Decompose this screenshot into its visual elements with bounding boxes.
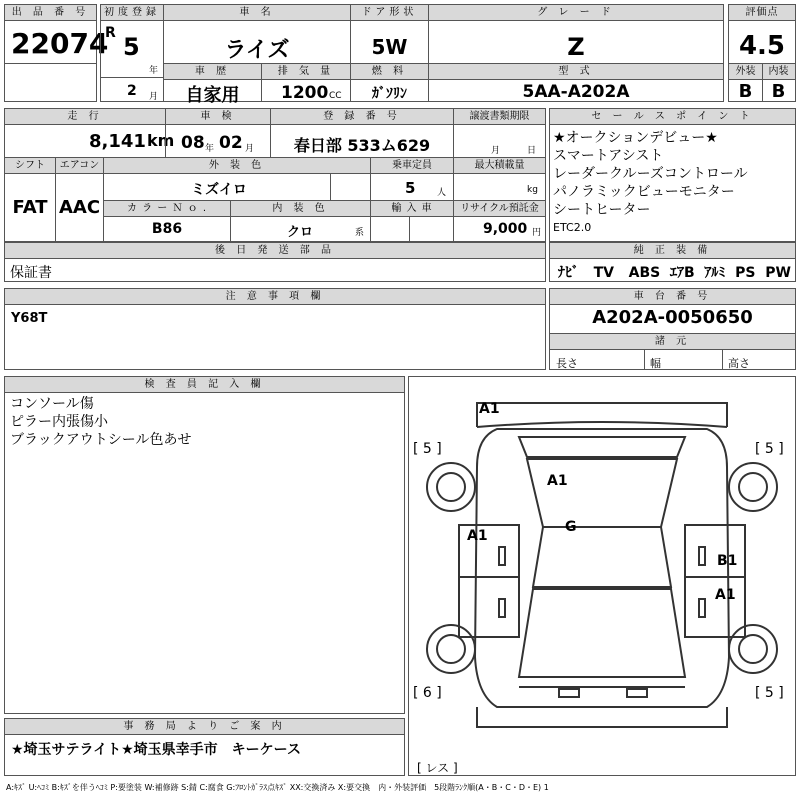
plate: 春日部 533ム629 <box>293 136 431 155</box>
score: 4.5 <box>738 31 786 61</box>
capacity-label: 乗車定員 <box>371 158 453 174</box>
color-no-label: カ ラ ー Ｎ ｏ . <box>104 201 230 217</box>
plate-label: 登 録 番 号 <box>271 109 453 125</box>
inspection-label: 車 検 <box>166 109 270 125</box>
notes-text: Y68T <box>11 311 48 326</box>
ac-label: エアコン <box>56 158 103 174</box>
specs-label: 諸 元 <box>550 334 795 350</box>
color-no: B86 <box>151 221 183 237</box>
km-unit: km <box>147 131 175 150</box>
sales-point-item: スマートアシスト <box>553 148 664 164</box>
inspection-month-unit: 月 <box>245 144 255 154</box>
tire-depth-front-right: [ 5 ] <box>755 441 784 457</box>
equipment-box <box>549 242 796 282</box>
sales-point-item: レーダークルーズコントロール <box>553 166 748 182</box>
sales-point-item: ETC2.0 <box>553 221 592 234</box>
color-label: 外 装 色 <box>104 158 370 174</box>
grade: Z <box>567 33 585 61</box>
mileage-label: 走 行 <box>5 109 165 125</box>
displacement: 1200 <box>281 83 329 103</box>
recycle-label: リサイクル預託金 <box>454 201 545 217</box>
shift-label: シフト <box>5 158 55 174</box>
sales-point-item: パノラミックビューモニター <box>553 184 735 200</box>
office-label: 事 務 局 よ り ご 案 内 <box>5 719 404 735</box>
fuel: ｶﾞｿﾘﾝ <box>372 86 407 102</box>
inspector-line: ピラー内張傷小 <box>10 414 108 430</box>
details-box <box>4 108 546 242</box>
car-name: ライズ <box>224 38 290 63</box>
legend: A:ｷｽﾞ U:ﾍｺﾐ B:ｷｽﾞを伴うﾍｺﾐ P:要塗装 W:補修跡 S:錆 C:腐食 G:ﾌﾛﾝﾄｶﾞﾗｽ点ｷｽﾞ XX:交換済み X:要交換 内・外装評価 5段階ﾗﾝｸ順(A・B・C・D・E) 1 <box>6 783 549 792</box>
year-unit: 年 <box>149 66 159 76</box>
lot-box <box>4 4 109 102</box>
car-diagram <box>409 377 795 775</box>
import-label: 輸 入 車 <box>371 201 453 217</box>
damage-mark: G <box>565 519 577 535</box>
transfer-month: 月 <box>491 146 501 156</box>
equipment-item: ｱﾙﾐ <box>704 265 726 281</box>
later-parts-text: 保証書 <box>10 265 52 281</box>
displacement-label: 排 気 量 <box>262 64 350 80</box>
later-parts-box <box>4 242 546 282</box>
inspector-line: ブラックアウトシール色あせ <box>10 432 192 448</box>
inspector-line: コンソール傷 <box>10 396 94 412</box>
load-unit: kg <box>527 185 538 195</box>
tire-depth-rear-right: [ 5 ] <box>755 685 784 701</box>
damage-mark: B1 <box>717 553 738 569</box>
spare-tire: [ レス ] <box>417 761 458 775</box>
inspector-box <box>4 376 405 714</box>
inspector-label: 検 査 員 記 入 欄 <box>5 377 404 393</box>
chassis-number: A202A-0050650 <box>592 307 753 328</box>
damage-mark: A1 <box>547 473 568 489</box>
lot-number: 22074 <box>11 27 109 60</box>
exterior-label: 外装 <box>729 64 762 80</box>
transfer-day: 日 <box>527 146 537 156</box>
mileage: 8,141 <box>89 131 146 152</box>
height-label: 高さ <box>728 357 750 370</box>
color: ミズイロ <box>191 182 247 198</box>
equipment-list <box>558 262 791 282</box>
score-box <box>728 4 796 102</box>
damage-mark: A1 <box>479 401 500 417</box>
equipment-item: ABS <box>628 265 661 281</box>
cc-unit: CC <box>329 91 342 101</box>
length-label: 長さ <box>556 357 578 370</box>
ac: AAC <box>58 197 101 218</box>
main-header-box <box>100 4 724 106</box>
car-name-label: 車 名 <box>164 5 350 21</box>
sales-points-box <box>549 108 796 242</box>
model: 5AA-A202A <box>522 82 630 102</box>
damage-mark: A1 <box>715 587 736 603</box>
lot-label: 出 品 番 号 <box>5 5 96 21</box>
sales-point-item: ★オークションデビュー★ <box>553 130 718 146</box>
grade-label: グ レ ー ド <box>429 5 723 21</box>
office-box <box>4 718 405 776</box>
equipment-item: ﾅﾋﾞ <box>558 265 579 281</box>
fuel-label: 燃 料 <box>351 64 428 80</box>
reg-year: 5 <box>123 33 140 61</box>
door: 5W <box>371 35 408 59</box>
interior-label: 内装 <box>762 64 795 80</box>
recycle: 9,000 <box>483 221 528 237</box>
inspection-month: 02 <box>219 133 243 153</box>
capacity: 5 <box>405 179 416 197</box>
width-label: 幅 <box>650 357 661 370</box>
equipment-item: ｴｱB <box>669 265 695 281</box>
inspection-year-unit: 年 <box>205 144 215 154</box>
tire-depth-rear-left: [ 6 ] <box>413 685 442 701</box>
sales-points-label: セ ー ル ス ポ イ ン ト <box>550 109 795 125</box>
shift: FAT <box>12 197 48 218</box>
transfer-label: 譲渡書類期限 <box>454 109 545 125</box>
door-label: ドア形状 <box>351 5 428 21</box>
yen-unit: 円 <box>532 228 542 238</box>
score-label: 評価点 <box>729 5 795 21</box>
interior-grade: B <box>771 81 786 102</box>
person-unit: 人 <box>437 188 447 198</box>
history: 自家用 <box>185 85 240 106</box>
equipment-item: PW <box>765 265 791 281</box>
first-reg-label: 初度登録 <box>101 5 163 21</box>
chassis-label: 車 台 番 号 <box>550 289 795 305</box>
sales-point-item: シートヒーター <box>553 202 651 218</box>
notes-box <box>4 288 546 370</box>
inspector-comments <box>10 395 191 449</box>
equipment-item: TV <box>593 265 615 281</box>
history-label: 車 歴 <box>164 64 261 80</box>
car-diagram-box <box>408 376 796 776</box>
month-unit: 月 <box>149 92 159 102</box>
inspection-year: 08 <box>181 133 205 153</box>
interior-color-label: 内 装 色 <box>231 201 370 217</box>
chassis-box <box>549 288 796 370</box>
tire-depth-front-left: [ 5 ] <box>413 441 442 457</box>
exterior-grade: B <box>738 81 753 102</box>
office-text: ★埼玉サテライト★埼玉県幸手市 キーケース <box>11 742 301 758</box>
notes-label: 注 意 事 項 欄 <box>5 289 545 305</box>
sales-points-list <box>553 129 748 237</box>
interior-color: クロ <box>287 225 314 240</box>
equipment-label: 純 正 装 備 <box>550 243 795 259</box>
model-label: 型 式 <box>429 64 723 80</box>
load-label: 最大積載量 <box>454 158 545 174</box>
era: R <box>105 25 116 41</box>
equipment-item: PS <box>735 265 756 281</box>
damage-mark: A1 <box>467 528 488 544</box>
kei-unit: 系 <box>355 228 365 238</box>
later-parts-label: 後 日 発 送 部 品 <box>5 243 545 259</box>
reg-month: 2 <box>127 83 137 99</box>
